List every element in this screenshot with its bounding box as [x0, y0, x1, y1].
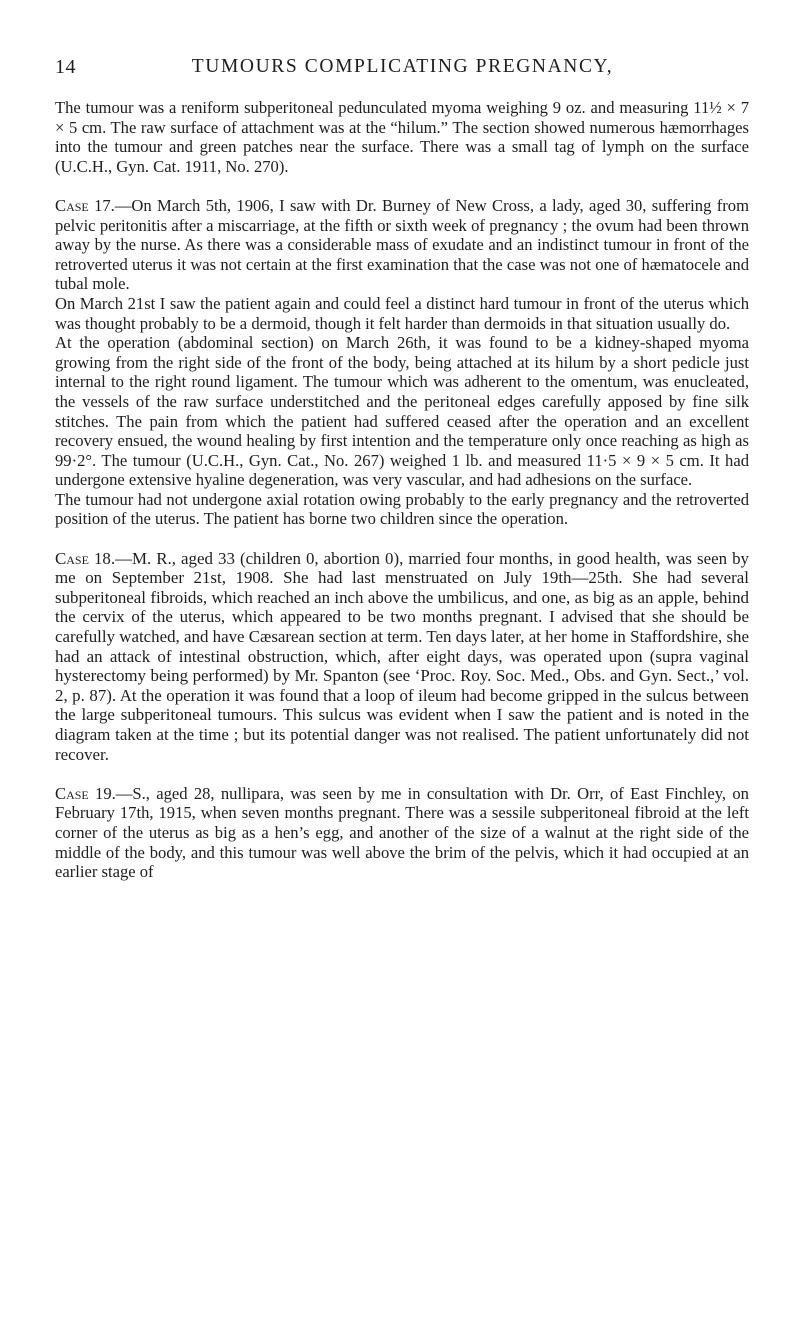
- paragraph-text: —On March 5th, 1906, I saw with Dr. Burney of New Cross, a lady, aged 30, suffering from pelvic peritonitis after a miscarriage, at the fifth or sixth week of pregnancy ; the ovum had been thrown away by the nurse. As there was a considerable mass of exudate and an indistinct tumour in front of the retroverted uterus it was not certain at the first examination that the case was not one of hæmatocele and tubal mole.: [55, 195, 749, 294]
- paragraph-case-19: [55, 784, 749, 882]
- paragraph-case-17-operation: [55, 333, 749, 490]
- case-label: Case 17.: [55, 195, 115, 215]
- paragraph-case-17-outcome: [55, 490, 749, 529]
- page-header: [55, 56, 750, 86]
- page-number: 14: [55, 56, 76, 78]
- paragraph-case-17-march-21: [55, 294, 749, 333]
- case-label: Case 19.: [55, 783, 116, 803]
- paragraph-text: The tumour had not undergone axial rotation owing probably to the early pregnancy and the retroverted position of the uterus. The patient has borne two children since the operation.: [55, 489, 749, 529]
- paragraph-case-17: [55, 196, 749, 294]
- paragraph-text: At the operation (abdominal section) on March 26th, it was found to be a kidney-shaped myoma growing from the right side of the front of the body, being attached at its hilum by a short pedicle just internal to the right round ligament. The tumour which was adherent to the omentum, was enucleated, the vessels of the raw surface understitched and the peritoneal edges carefully apposed by fine silk stitches. The pain from which the patient had suffered ceased after the operation and an excellent recovery ensued, the wound healing by first intention and the temperature only once reaching as high as 99·2°. The tumour (U.C.H., Gyn. Cat., No. 267) weighed 1 lb. and measured 11·5 × 9 × 5 cm. It had undergone extensive hyaline degeneration, was very vascular, and had adhesions on the surface.: [55, 333, 749, 490]
- case-label: Case 18.: [55, 548, 116, 568]
- paragraph-text: —S., aged 28, nullipara, was seen by me in consultation with Dr. Orr, of East Finchley, on February 17th, 1915, when seven months pregnant. There was a sessile subperitoneal fibroid at the left corner of the uterus as big as a hen’s egg, and another of the size of a walnut at the right side of the middle of the body, and this tumour was well above the brim of the pelvis, which it had occupied at an earlier stage of: [55, 783, 749, 882]
- body-text: [55, 98, 749, 882]
- paragraph-case-18: [55, 549, 749, 765]
- running-head: TUMOURS COMPLICATING PREGNANCY,: [191, 56, 614, 77]
- paragraph-text: —M. R., aged 33 (children 0, abortion 0), married four months, in good health, was seen by me on September 21st, 1908. She had last menstruated on July 19th—25th. She had several subperitoneal fibroids, which reached an inch above the umbilicus, and one, as big as an apple, behind the cervix of the uterus, which appeared to be two months pregnant. I advised that she should be carefully watched, and have Cæsarean section at term. Ten days later, at her home in Staffordshire, she had an attack of intestinal obstruction, which, after eight days, was operated upon (supra vaginal hysterectomy being performed) by Mr. Spanton (see ‘Proc. Roy. Soc. Med., Obs. and Gyn. Sect.,’ vol. 2, p. 87). At the operation it was found that a loop of ileum had become gripped in the sulcus between the large subperitoneal tumours. This sulcus was evident when I saw the patient and is noted in the diagram taken at the time ; but its potential danger was not realised. The patient unfortunately did not recover.: [55, 548, 749, 764]
- paragraph-text: On March 21st I saw the patient again and could feel a distinct hard tumour in front of the uterus which was thought probably to be a dermoid, though it felt harder than dermoids in that situation usually do.: [55, 293, 749, 333]
- paragraph-tumour-description: [55, 98, 749, 176]
- paragraph-text: The tumour was a reniform subperitoneal pedunculated myoma weighing 9 oz. and measuring 11½ × 7 × 5 cm. The raw surface of attachment was at the “hilum.” The section showed numerous hæmorrhages into the tumour and green patches near the surface. There was a small tag of lymph on the surface (U.C.H., Gyn. Cat. 1911, No. 270).: [55, 98, 749, 176]
